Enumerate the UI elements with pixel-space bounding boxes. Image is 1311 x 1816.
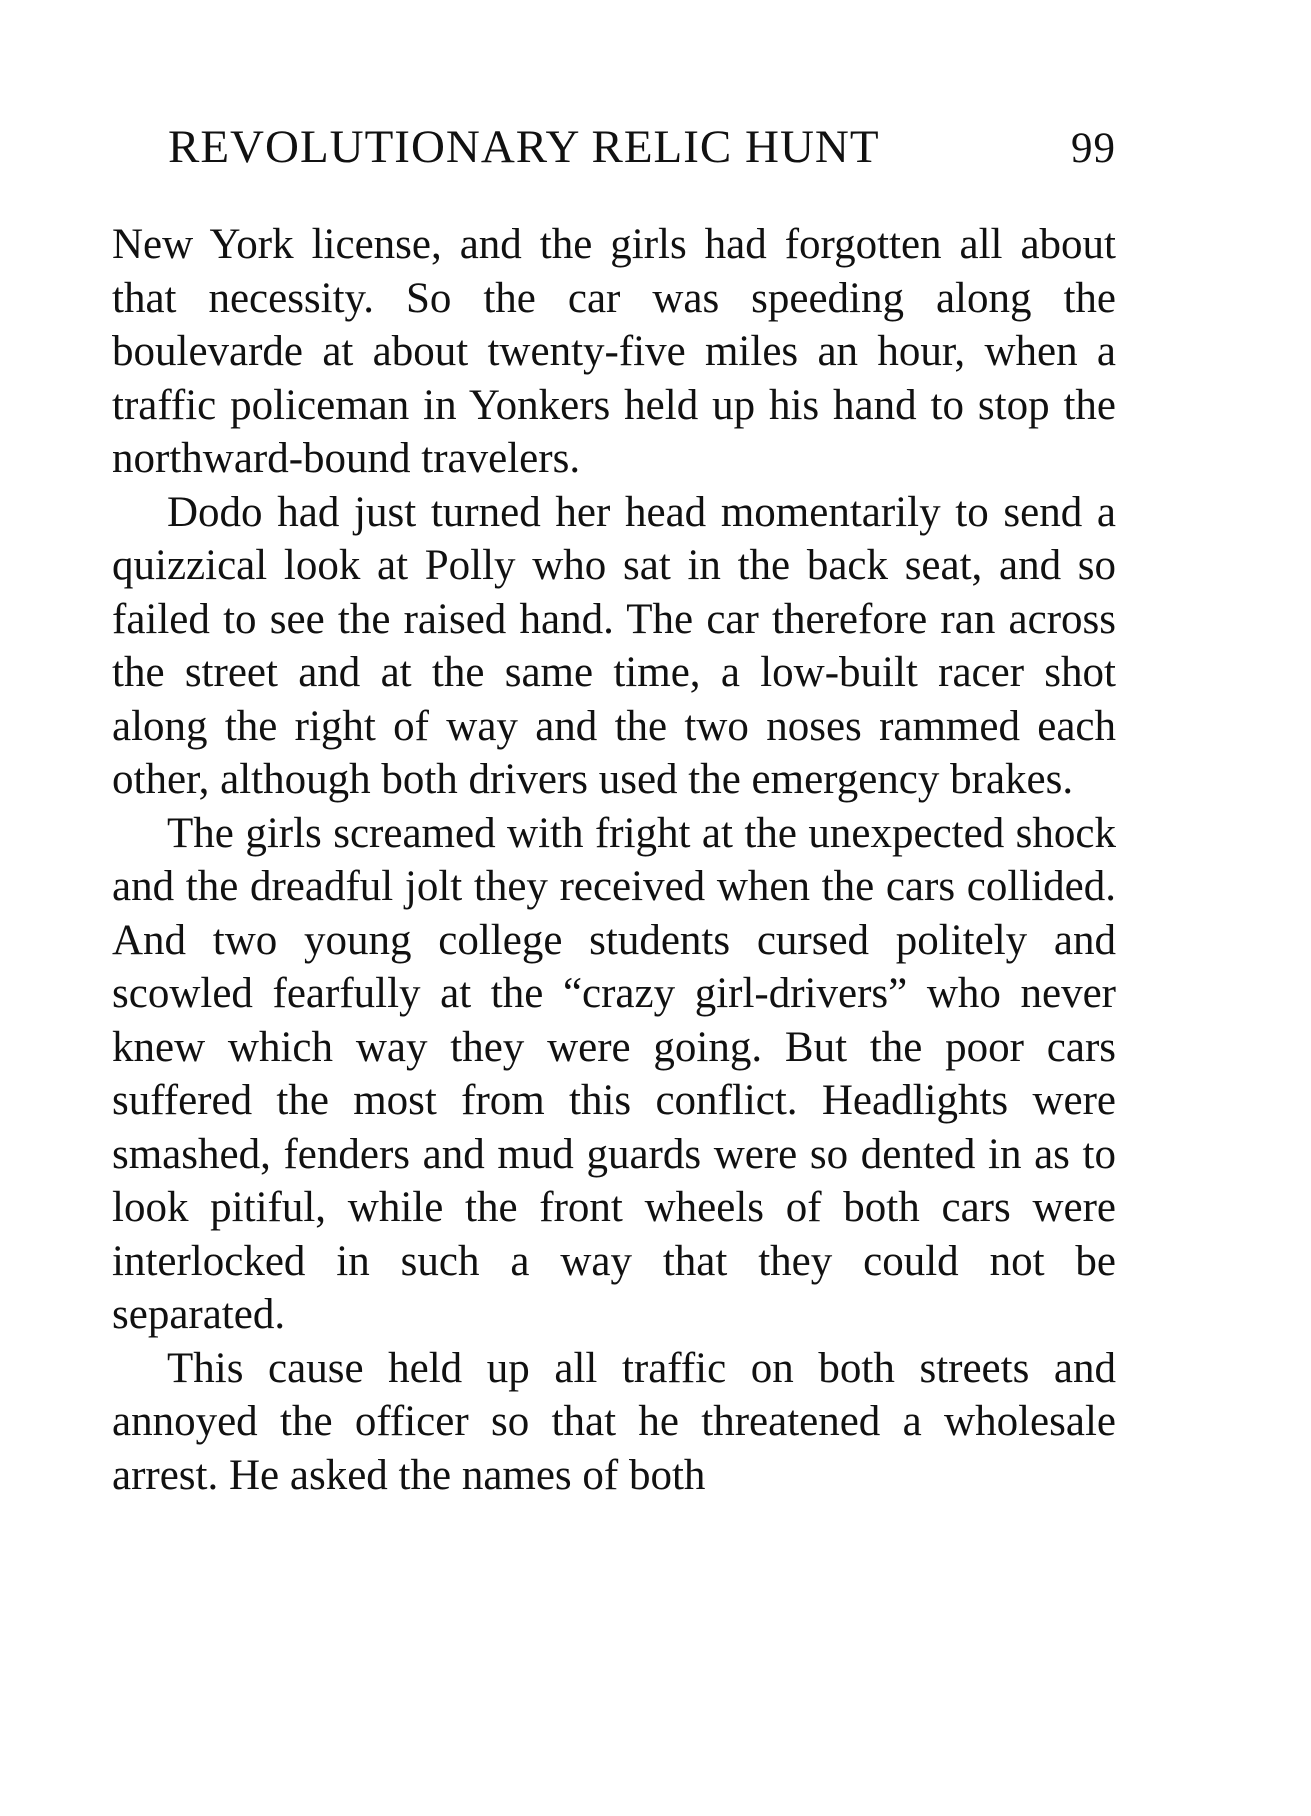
paragraph-4: This cause held up all traffic on both streets and annoyed the officer so that he threatened a wholesale arrest. He asked the names of both [112,1344,1116,1499]
running-title: REVOLUTIONARY RELIC HUNT [168,121,880,173]
running-head [168,120,1116,180]
page-number: 99 [1071,125,1116,172]
paragraph-2: Dodo had just turned her head momentarily to send a quizzical look at Polly who sat in the back seat, and so failed to see the raised hand. The car therefore ran across the street and at the same time, a low-built racer shot along the right of way and the two noses rammed each other, although both drivers used the emergency brakes. [112,488,1116,803]
paragraph-1: New York license, and the girls had forgotten all about that necessity. So the car was speeding along the boulevarde at about twenty-five miles an hour, when a traffic policeman in Yonkers held up his hand to stop the northward-bound travelers. [112,221,1116,482]
paragraph-3: The girls screamed with fright at the unexpected shock and the dreadful jolt they received when the cars collided. And two young college students cursed politely and scowled fearfully at the “crazy girl-drivers” who never knew which way they were going. But the poor cars suffered the most from this conflict. Headlights were smashed, fenders and mud guards were so dented in as to look pitiful, while the front wheels of both cars were interlocked in such a way that they could not be separated. [112,809,1116,1338]
body-text [112,218,1116,1502]
